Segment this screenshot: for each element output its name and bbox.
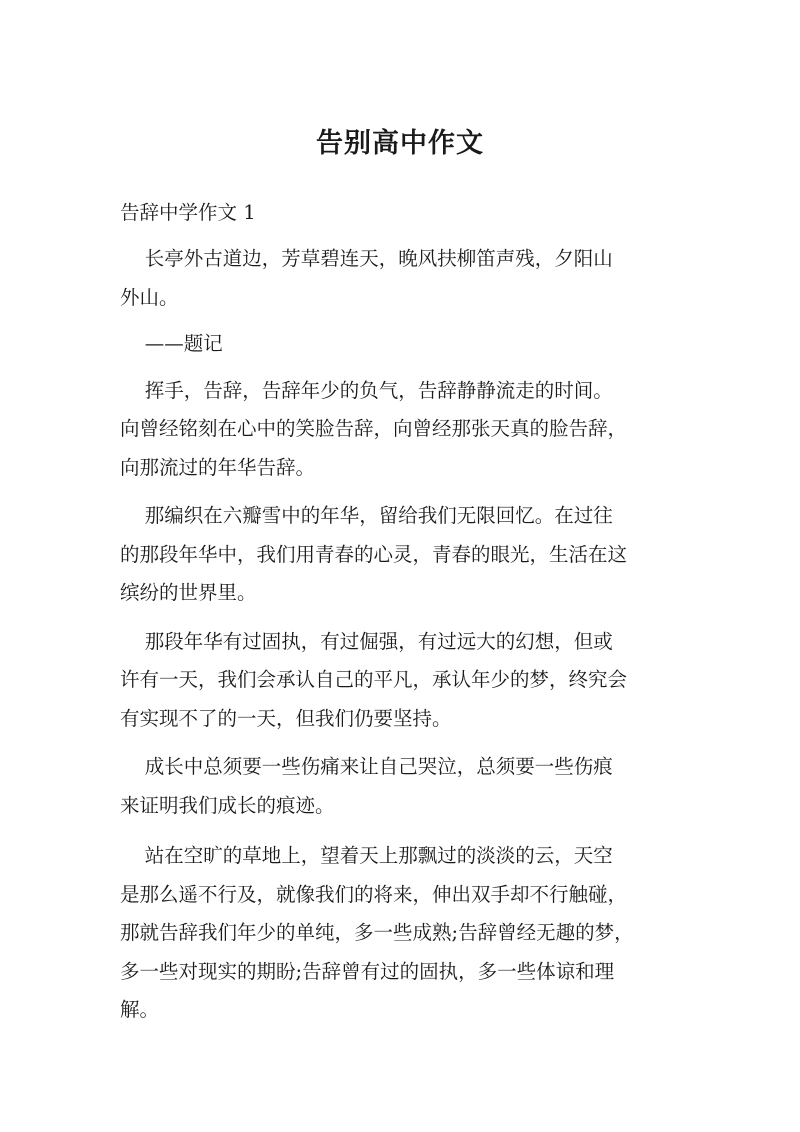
text-line: 站在空旷的草地上，望着天上那飘过的淡淡的云，天空 [120,844,613,867]
document-subtitle: 告辞中学作文 1 [120,201,256,224]
text-line: 那编织在六瓣雪中的年华，留给我们无限回忆。在过往 [120,504,613,527]
text-line: 有实现不了的一天，但我们仍要坚持。 [120,706,452,730]
text-line: 是那么遥不行及，就像我们的将来，伸出双手却不行触碰， [120,882,628,906]
text-line: 那段年华有过固执，有过倔强，有过远大的幻想，但或 [120,629,613,653]
document-title: 告别高中作文 [316,128,484,159]
text-line: ——题记 [120,332,223,355]
text-line: 许有一天，我们会承认自己的平凡，承认年少的梦，终究会 [120,668,628,691]
text-line: 长亭外古道边，芳草碧连天，晚风扶柳笛声残，夕阳山 [120,247,613,270]
document-body [120,240,686,1030]
text-line: 挥手，告辞，告辞年少的负气，告辞静静流走的时间。 [120,378,613,402]
text-line: 成长中总须要一些伤痛来让自己哭泣，总须要一些伤痕 [120,755,613,778]
text-line: 多一些对现实的期盼;告辞曾有过的固执，多一些体谅和理 [120,959,615,983]
text-line: 的那段年华中，我们用青春的心灵，青春的眼光，生活在这 [120,542,628,566]
text-line: 缤纷的世界里。 [120,581,257,604]
text-line: 外山。 [120,285,179,309]
text-line: 那就告辞我们年少的单纯，多一些成熟;告辞曾经无趣的梦， [120,921,634,944]
text-line: 来证明我们成长的痕迹。 [120,793,335,817]
text-line: 向曾经铭刻在心中的笑脸告辞，向曾经那张天真的脸告辞， [120,417,628,440]
text-line: 解。 [120,998,160,1021]
text-line: 向那流过的年华告辞。 [120,455,316,479]
